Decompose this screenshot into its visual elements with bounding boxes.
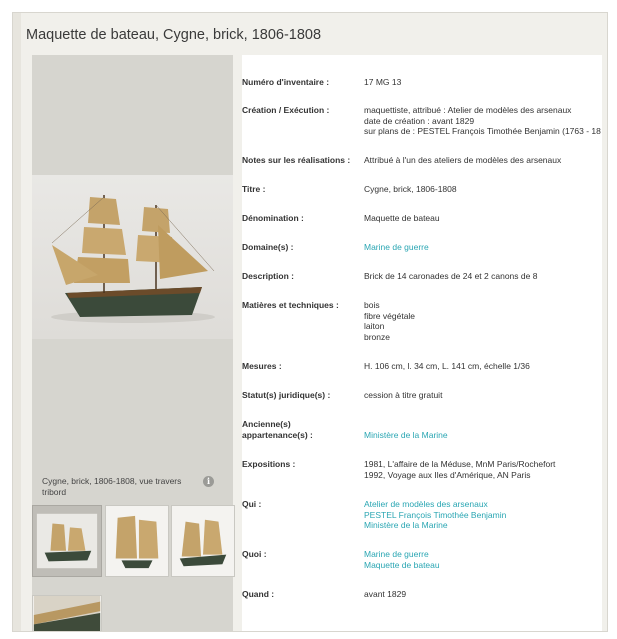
quoi-link[interactable]: Marine de guerre bbox=[364, 549, 429, 559]
field-line: sur plans de : PESTEL François Timothée Benjamin (1763 - 18 bbox=[364, 126, 601, 136]
field-label: Ancienne(s) appartenance(s) : bbox=[242, 419, 313, 440]
field-value bbox=[364, 499, 506, 531]
quoi-link[interactable]: Maquette de bateau bbox=[364, 559, 440, 570]
thumbnail-1[interactable] bbox=[32, 505, 102, 577]
photo-caption: Cygne, brick, 1806-1808, vue travers tribord bbox=[42, 476, 182, 497]
field-label: Création / Exécution : bbox=[242, 105, 330, 115]
field-value: cession à titre gratuit bbox=[364, 390, 443, 400]
field-value bbox=[364, 300, 415, 342]
field-line: fibre végétale bbox=[364, 310, 416, 321]
info-icon[interactable]: i bbox=[203, 476, 214, 487]
thumbnail-4[interactable] bbox=[32, 595, 102, 632]
field-value: H. 106 cm, l. 34 cm, L. 141 cm, échelle 1/36 bbox=[364, 361, 530, 371]
field-label: Expositions : bbox=[242, 459, 296, 469]
field-value bbox=[364, 549, 440, 570]
appartenance-link[interactable]: Ministère de la Marine bbox=[364, 430, 448, 440]
field-value: Attribué à l'un des ateliers de modèles des arsenaux bbox=[364, 155, 562, 165]
field-value bbox=[364, 459, 555, 480]
field-line: bois bbox=[364, 300, 380, 310]
field-label: Mesures : bbox=[242, 361, 282, 371]
field-value: Cygne, brick, 1806-1808 bbox=[364, 184, 457, 194]
field-line: maquettiste, attribué : Atelier de modèles des arsenaux bbox=[364, 105, 572, 115]
thumbnail-2[interactable] bbox=[105, 505, 169, 577]
field-label: Dénomination : bbox=[242, 213, 304, 223]
field-line: bronze bbox=[364, 331, 390, 342]
field-line: date de création : avant 1829 bbox=[364, 115, 475, 126]
field-label: Description : bbox=[242, 271, 294, 281]
field-label: Domaine(s) : bbox=[242, 242, 294, 252]
field-label: Statut(s) juridique(s) : bbox=[242, 390, 331, 400]
main-photo[interactable] bbox=[32, 175, 233, 339]
field-value: avant 1829 bbox=[364, 589, 407, 599]
field-label: Quoi : bbox=[242, 549, 267, 559]
record-panel bbox=[12, 12, 608, 632]
record-details bbox=[242, 55, 602, 632]
field-line: laiton bbox=[364, 321, 385, 331]
qui-link[interactable]: Ministère de la Marine bbox=[364, 520, 448, 530]
media-viewer bbox=[32, 55, 233, 632]
qui-link[interactable]: PESTEL François Timothée Benjamin bbox=[364, 509, 507, 520]
field-value: 17 MG 13 bbox=[364, 77, 402, 87]
field-label: Numéro d'inventaire : bbox=[242, 77, 330, 87]
field-label: Titre : bbox=[242, 184, 266, 194]
domaine-link[interactable]: Marine de guerre bbox=[364, 242, 429, 252]
field-line: 1992, Voyage aux Iles d'Amérique, AN Paris bbox=[364, 469, 531, 480]
field-label: Qui : bbox=[242, 499, 262, 509]
field-label: Matières et techniques : bbox=[242, 300, 339, 310]
field-value: Brick de 14 caronades de 24 et 2 canons de 8 bbox=[364, 271, 538, 281]
page-edge bbox=[13, 13, 21, 631]
field-value: Maquette de bateau bbox=[364, 213, 440, 223]
qui-link[interactable]: Atelier de modèles des arsenaux bbox=[364, 499, 488, 509]
field-value bbox=[364, 105, 601, 137]
page-title: Maquette de bateau, Cygne, brick, 1806-1808 bbox=[26, 27, 322, 43]
field-label: Quand : bbox=[242, 589, 275, 599]
thumbnail-3[interactable] bbox=[171, 505, 235, 577]
field-label: Notes sur les réalisations : bbox=[242, 155, 351, 165]
field-line: 1981, L'affaire de la Méduse, MnM Paris/Rochefort bbox=[364, 459, 556, 469]
